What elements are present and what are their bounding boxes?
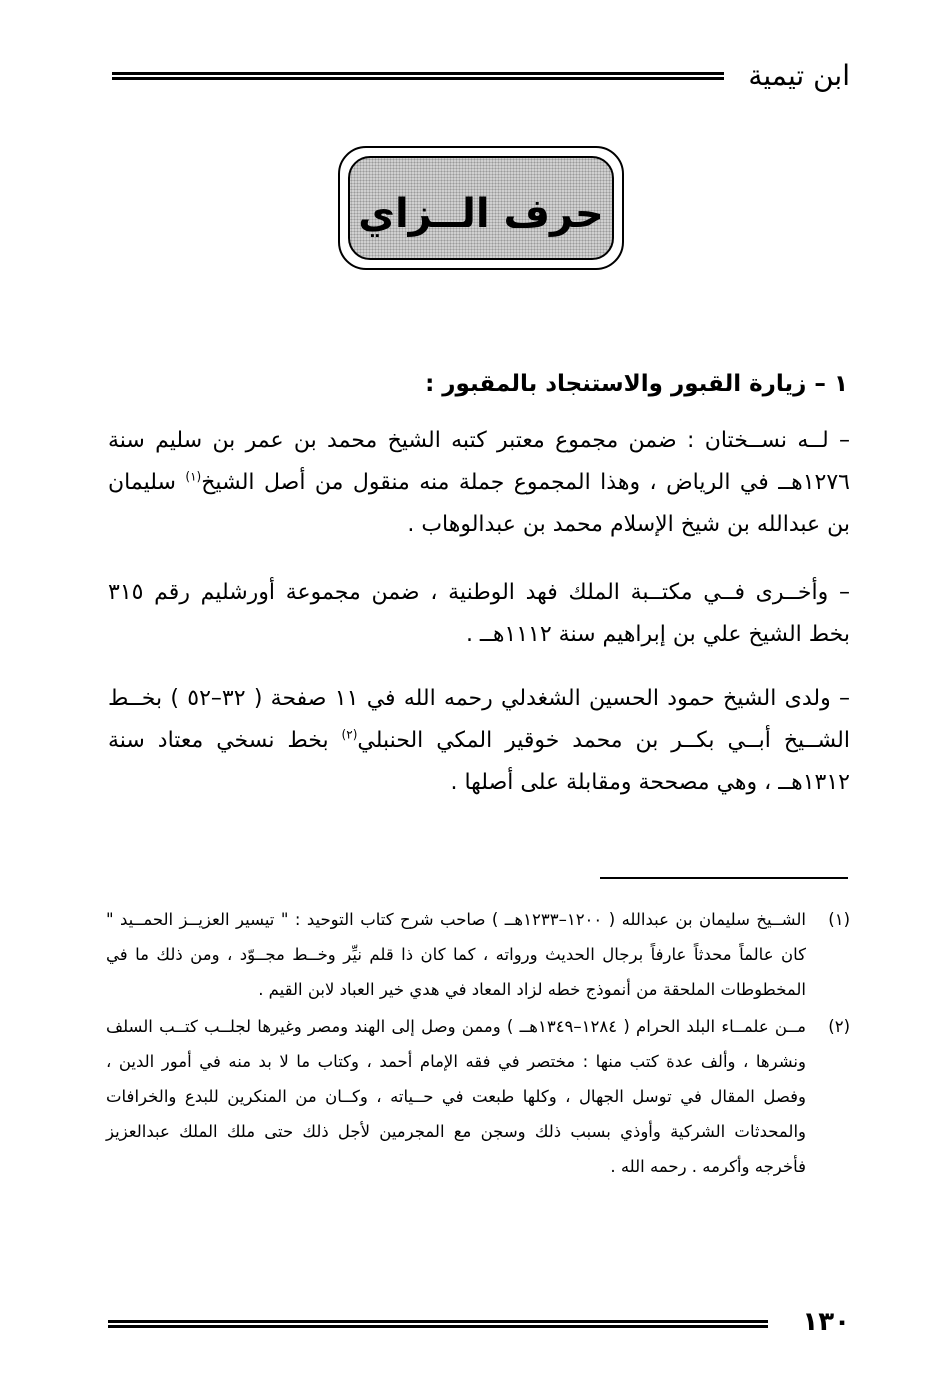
paragraph-2	[108, 572, 850, 656]
footnote-ref-1: (١)	[185, 469, 202, 484]
paragraph-text: – لــه نســختان : ضمن مجموع معتبر كتبه الشيخ محمد بن عمر بن سليم سنة ١٢٧٦هــ في الرياض ، وهذا المجموع جملة منه منقول من أصل الشيخ	[108, 428, 850, 495]
footnote-separator	[600, 877, 848, 879]
page-number: ١٣٠	[802, 1307, 850, 1337]
page-header	[112, 56, 850, 96]
paragraph-text: – وأخــرى فــي مكتــبة الملك فهد الوطنية ، ضمن مجموعة أورشليم رقم ٣١٥ بخط الشيخ علي بن إبراهيم سنة ١١١٢هــ .	[108, 580, 850, 647]
footnote-ref-2: (٢)	[341, 727, 358, 742]
paragraph-text: سليمان بن عبدالله بن شيخ الإسلام محمد بن عبدالوهاب .	[108, 470, 850, 537]
chapter-title-panel	[348, 156, 614, 260]
section-heading: ١ – زيارة القبور والاستنجاد بالمقبور :	[425, 371, 848, 397]
paragraph-text: – ولدى الشيخ حمود الحسين الشغدلي رحمه الله في ١١ صفحة ( ٣٢–٥٢ ) بخــط الشــيخ أبــي بكــر بن محمد خوقير المكي الحنبلي	[108, 686, 850, 753]
chapter-title-box	[338, 146, 624, 270]
footnotes	[106, 902, 850, 1184]
paragraph-1	[108, 420, 850, 546]
footnote-number: (١)	[828, 910, 850, 929]
footnote-1	[106, 902, 850, 1007]
footnote-text: مــن علمــاء البلد الحرام ( ١٢٨٤–١٣٤٩هــ ) وممن وصل إلى الهند ومصر وغيرها لجلــب كتــب السلف ونشرها ، وألف عدة كتب منها : مختصر في فقه الإمام أحمد ، وكتاب ما لا بد منه في أمور الدين ، وفصل المقال في توسل الجهال ، وكلها طبعت في حــياته ، وكــان من المنكرين للبدع والخرافات والمحدثات الشركية وأوذي بسبب ذلك وسجن مع المجرمين لأجل ذلك حتى ملك الملك عبدالعزيز فأخرجه وأكرمه . رحمه الله .	[106, 1017, 806, 1176]
running-title: ابن تيمية	[748, 59, 850, 92]
paragraph-3	[108, 678, 850, 804]
footer-rule	[108, 1320, 768, 1328]
footnote-number: (٢)	[828, 1017, 850, 1036]
header-rule	[112, 72, 724, 80]
footnote-2	[106, 1009, 850, 1184]
paragraph-text: بخط نسخي معتاد سنة ١٣١٢هــ ، وهي مصححة ومقابلة على أصلها .	[108, 728, 850, 795]
chapter-title: حرف الــزاي	[358, 191, 604, 237]
footnote-text: الشــيخ سليمان بن عبدالله ( ١٢٠٠–١٢٣٣هــ ) صاحب شرح كتاب التوحيد : " تيسير العزيــز الحمــيد " كان عالماً محدثاً عارفاً برجال الحديث ورواته ، كما كان ذا قلم نيِّر وخــط مجــوّد ، ومن ذلك ما في المخطوطات الملحقة من أنموذج خطه لزاد المعاد في هدي خير العباد لابن القيم .	[106, 910, 806, 999]
page-footer	[108, 1302, 850, 1342]
